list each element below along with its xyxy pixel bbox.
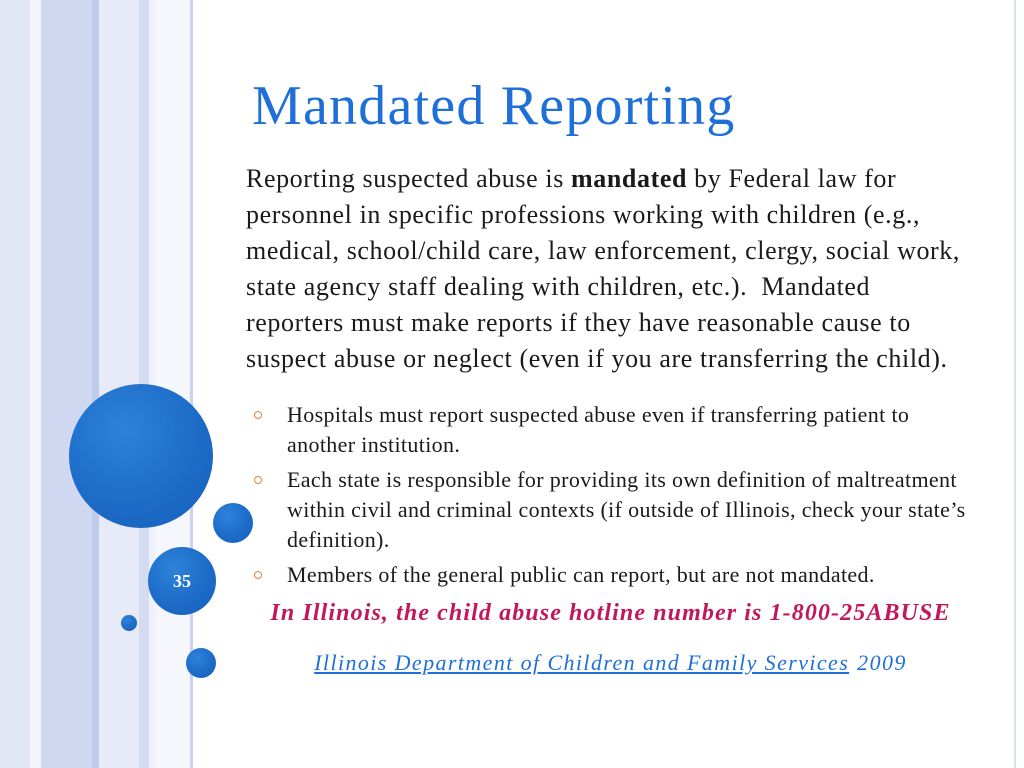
hollow-circle-bullet-icon xyxy=(254,411,262,419)
slide-number-badge xyxy=(148,547,216,615)
left-stripe-band xyxy=(0,0,193,768)
bullet-list xyxy=(254,400,966,595)
bullet-text: another institution. xyxy=(287,432,461,457)
source-year: 2009 xyxy=(857,650,907,675)
intro-paragraph xyxy=(246,161,960,377)
bullet-item xyxy=(254,560,966,590)
emphasis-mandated: mandated xyxy=(571,164,688,193)
bullet-text: definition). xyxy=(287,527,390,552)
intro-line xyxy=(246,161,960,197)
hollow-circle-bullet-icon xyxy=(254,476,262,484)
bullet-text: Hospitals must report suspected abuse even if transferring patient to xyxy=(287,402,910,427)
intro-line: state agency staff dealing with children, etc.). Mandated xyxy=(246,272,871,301)
decorative-circle-lower xyxy=(186,648,216,678)
intro-line: medical, school/child care, law enforcement, clergy, social work, xyxy=(246,236,961,265)
source-link[interactable]: Illinois Department of Children and Family Services xyxy=(314,650,850,675)
slide-number: 35 xyxy=(173,570,191,591)
intro-line: personnel in specific professions working with children (e.g., xyxy=(246,200,921,229)
bullet-item xyxy=(254,465,966,555)
bullet-text: within civil and criminal contexts (if outside of Illinois, check your state’s xyxy=(287,497,966,522)
hollow-circle-bullet-icon xyxy=(254,571,262,579)
intro-text: Reporting suspected abuse is xyxy=(246,164,572,193)
intro-line: suspect abuse or neglect (even if you are transferring the child). xyxy=(246,344,948,373)
decorative-circle-medium xyxy=(213,503,253,543)
bullet-item xyxy=(254,400,966,460)
intro-line: reporters must make reports if they have reasonable cause to xyxy=(246,308,911,337)
decorative-circle-large xyxy=(69,384,213,528)
bullet-text: Members of the general public can report, but are not mandated. xyxy=(287,562,875,587)
intro-text: by Federal law for xyxy=(687,164,897,193)
slide-title: Mandated Reporting xyxy=(252,75,736,137)
source-citation xyxy=(246,648,975,678)
hotline-note: In Illinois, the child abuse hotline number is 1-800-25ABUSE xyxy=(270,600,951,626)
bullet-text: Each state is responsible for providing its own definition of maltreatment xyxy=(287,467,957,492)
decorative-circle-small xyxy=(121,615,137,631)
right-edge-line xyxy=(1014,0,1016,768)
